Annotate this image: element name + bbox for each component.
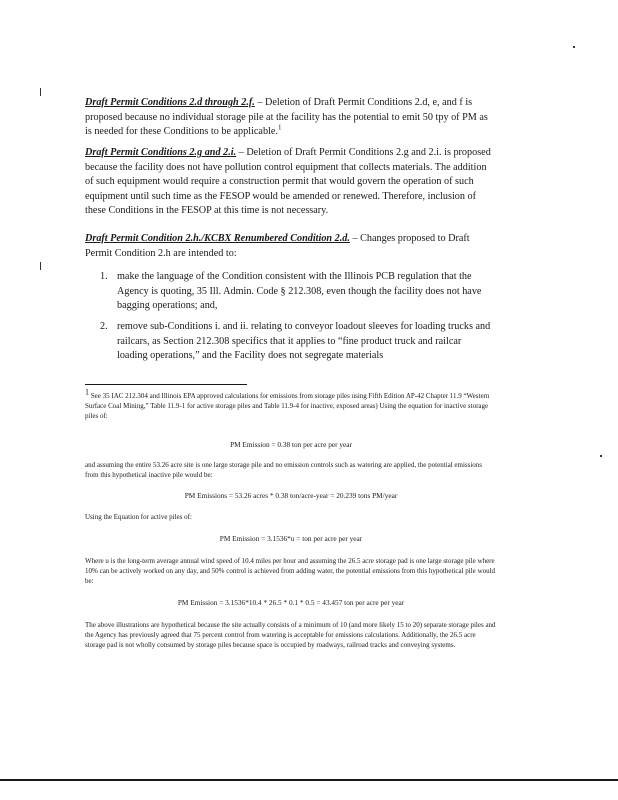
paragraph-body: – Deletion of Draft Permit Conditions 2.g and 2.i. is proposed because the facility does not have pollution control equipment that collects materials. The addition of such equipment would require a construction permit that would govern the operation of such equipment until such time as the FESOP would be amended or renewed. Therefore, inclusion of these Conditions in the FESOP at this time is not necessary. — [85, 147, 491, 216]
paragraph-condition-2h — [85, 232, 493, 261]
paragraph-heading: Draft Permit Conditions 2.g and 2.i. — [85, 147, 237, 158]
list-number: 1. — [100, 271, 108, 282]
footnote-active-intro: Using the Equation for active piles of: — [85, 513, 192, 521]
footnote-mark: 1 — [85, 387, 89, 397]
footnote-separator — [85, 384, 247, 385]
footnote-reference: 1 — [277, 123, 282, 132]
footnote-assumption: and assuming the entire 53.26 acre site is one large storage pile and no emission controls such as watering are applied, the potential emissions from this hypothetical inactive pile would be: — [85, 461, 483, 479]
footnote-closing: The above illustrations are hypothetical because the site actually consists of a minimum of 10 (and more likely 15 to 20) separate storage piles and the Agency has previously agreed that 75 percent control from watering is acceptable for emissions calculations. Additionally, the 26.5 acre storage pad is not wholly consumed by storage piles because space is occupied by roadways, railroad tracks and conveying systems. — [85, 621, 496, 649]
paragraph-conditions-2d-2f — [85, 96, 493, 140]
footnote-intro-text: See 35 IAC 212.304 and Illinois EPA approved calculations for emissions from storage piles using Fifth Edition AP-42 Chapter 11.9 “Western Surface Coal Mining,” Table 11.9-1 for active storage piles and Table 11.9-4 for inactive, exposed areas) Using the equation for inactive storage piles of: — [85, 392, 490, 420]
equation-inactive-result: PM Emissions = 53.26 acres * 0.38 ton/acre-year = 20.239 tons PM/year — [184, 491, 398, 500]
list-text: make the language of the Condition consistent with the Illinois PCB regulation that the Agency is quoting, 35 Ill. Admin. Code § 212.308, even though the facility does not have bagging operations; and, — [117, 271, 482, 311]
paragraph-heading: Draft Permit Condition 2.h./KCBX Renumbered Condition 2.d. — [85, 233, 350, 244]
paragraph-body: – Changes proposed to Draft Permit Condition 2.h are intended to: — [85, 233, 470, 259]
scan-speck — [600, 455, 602, 457]
list-item — [100, 320, 493, 364]
scan-speck — [573, 46, 575, 48]
list-number: 2. — [100, 321, 108, 332]
equation-active: PM Emission = 3.1536*u = ton per acre per year — [219, 534, 363, 543]
equation-inactive: PM Emission = 0.38 ton per acre per year — [230, 440, 352, 449]
footnote-where: Where u is the long-term average annual wind speed of 10.4 miles per hour and assuming the 26.5 acre storage pad is one large storage pile where 10% can be actively worked on any day, and 50% control is achieved from adding water, the potential emissions from this hypothetical pile would be: — [85, 557, 496, 585]
paragraph-heading: Draft Permit Conditions 2.d through 2.f. — [85, 97, 255, 108]
list-text: remove sub-Conditions i. and ii. relating to conveyor loadout sleeves for loading trucks and railcars, as Section 212.308 specifics that it applies to “fine product truck and railcar loading operations,” and the Facility does not segregate materials — [117, 321, 491, 361]
scan-bottom-edge — [0, 779, 618, 781]
scan-speck — [40, 262, 41, 270]
paragraph-conditions-2g-2i — [85, 146, 493, 219]
equation-active-result: PM Emission = 3.1536*10.4 * 26.5 * 0.1 * 0.5 = 43.457 ton per acre per year — [177, 598, 405, 607]
list-item — [100, 270, 493, 314]
footnote-intro — [85, 387, 497, 421]
paragraph-body: – Deletion of Draft Permit Conditions 2.d, e, and f is proposed because no individual storage pile at the facility has the potential to emit 50 tpy of PM as is needed for these Conditions to be applicable. — [85, 97, 488, 137]
scan-speck — [40, 88, 41, 96]
